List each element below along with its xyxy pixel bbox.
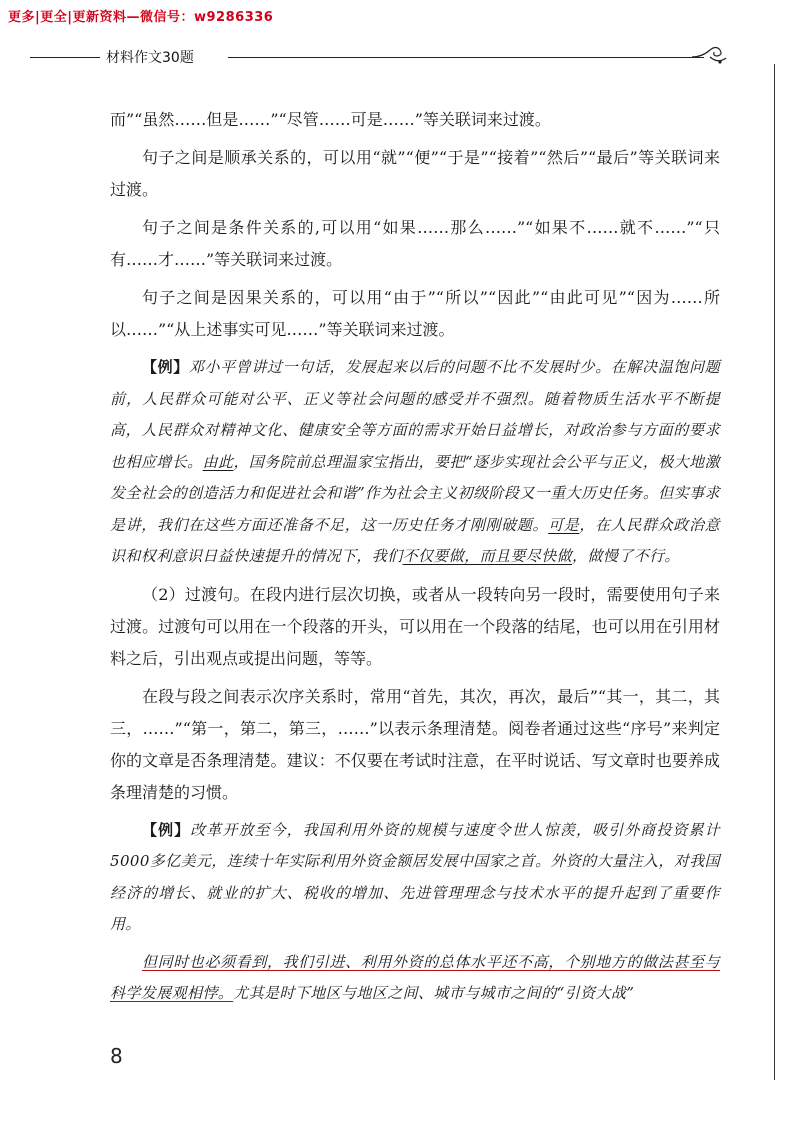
page-edge-line: [774, 64, 775, 1080]
header-title: 材料作文30题: [106, 50, 194, 66]
paragraph-order-relation: 在段与段之间表示次序关系时，常用“首先，其次，再次，最后”“其一，其二，其三，……”“第一，第二，第三，……”以表示条理清楚。阅卷者通过这些“序号”来判定你的文章是否条理清楚。建议：不仅要在考试时注意，在平时说话、写文章时也要养成条理清楚的习惯。: [110, 686, 720, 802]
paragraph-sequence-relation: 句子之间是顺承关系的，可以用“就”“便”“于是”“接着”“然后”“最后”等关联词来过渡。: [110, 148, 720, 199]
paragraph-cause-relation: 句子之间是因果关系的，可以用“由于”“所以”“因此”“由此可见”“因为……所以……”“从上述事实可见……”等关联词来过渡。: [110, 288, 720, 339]
header-rule-left: [30, 57, 100, 58]
example-1: [110, 352, 720, 573]
example-3-underline: 但同时也必须看到，我们引进、利用外资的总体水平还不高，个别地方的做法甚至与科学发展观相悖。: [110, 952, 720, 1002]
paragraph-condition-relation: 句子之间是条件关系的,可以用“如果……那么……”“如果不……就不……”“只有……才……”等关联词来过渡。: [110, 218, 720, 269]
paragraph-continuation: 而”“虽然……但是……”“尽管……可是……”等关联词来过渡。: [110, 110, 551, 129]
example-2-continuation: [110, 947, 720, 1010]
example-2-text: 改革开放至今，我国利用外资的规模与速度令世人惊羡，吸引外商投资累计5000多亿美元，连续十年实际利用外资金额居发展中国家之首。外资的大量注入，对我国经济的增长、就业的扩大、税收的增加、先进管理理念与技术水平的提升起到了重要作用。: [110, 820, 720, 933]
example-1-underline-1: 由此: [202, 452, 234, 471]
example-tag: 【例】: [142, 358, 189, 376]
example-1-text-1: 邓小平曾讲过一句话，发展起来以后的问题不比不发展时少。在解决温饱问题前，人民群众可能对公平、正义等社会问题的感受并不强烈。随着物质生活水平不断提高，人民群众对精神文化、健康安全等方面的需求开始日益增长，对政治参与方面的要求也相应增长。: [110, 358, 720, 471]
header-rule-right: [228, 57, 704, 58]
page-body: [110, 104, 720, 1010]
running-header: [30, 44, 710, 68]
watermark-text: 更多|更全|更新资料—微信号：w9286336: [8, 10, 274, 25]
example-tag: 【例】: [142, 820, 191, 839]
example-1-underline-3: 不仅要做，而且要尽快做: [402, 547, 573, 565]
paragraph-transition-sentence: （2）过渡句。在段内进行层次切换，或者从一段转向另一段时，需要使用句子来过渡。过渡句可以用在一个段落的开头，可以用在一个段落的结尾，也可以用在引用材料之后，引出观点或提出问题，等等。: [110, 584, 720, 668]
example-2: [110, 815, 720, 941]
example-1-text-4: ，做慢了不行。: [572, 547, 680, 565]
example-1-underline-2: 可是: [548, 515, 580, 534]
page-number: 8: [110, 1044, 123, 1068]
example-1-text-3: ，在人民群众政治意识和权利意识日益快速提升的情况下，我们: [110, 515, 720, 565]
example-3-text: 尤其是时下地区与地区之间、城市与城市之间的“引资大战”: [233, 984, 635, 1002]
example-1-text-2: ，国务院前总理温家宝指出，要把“逐步实现社会公平与正义，极大地激发全社会的创造活力和促进社会和谐”作为社会主义初级阶段又一重大历史任务。但实事求是讲，我们在这些方面还准备不足，这一历史任务才刚刚破题。: [110, 452, 720, 534]
header-ornament-icon: [690, 42, 730, 68]
